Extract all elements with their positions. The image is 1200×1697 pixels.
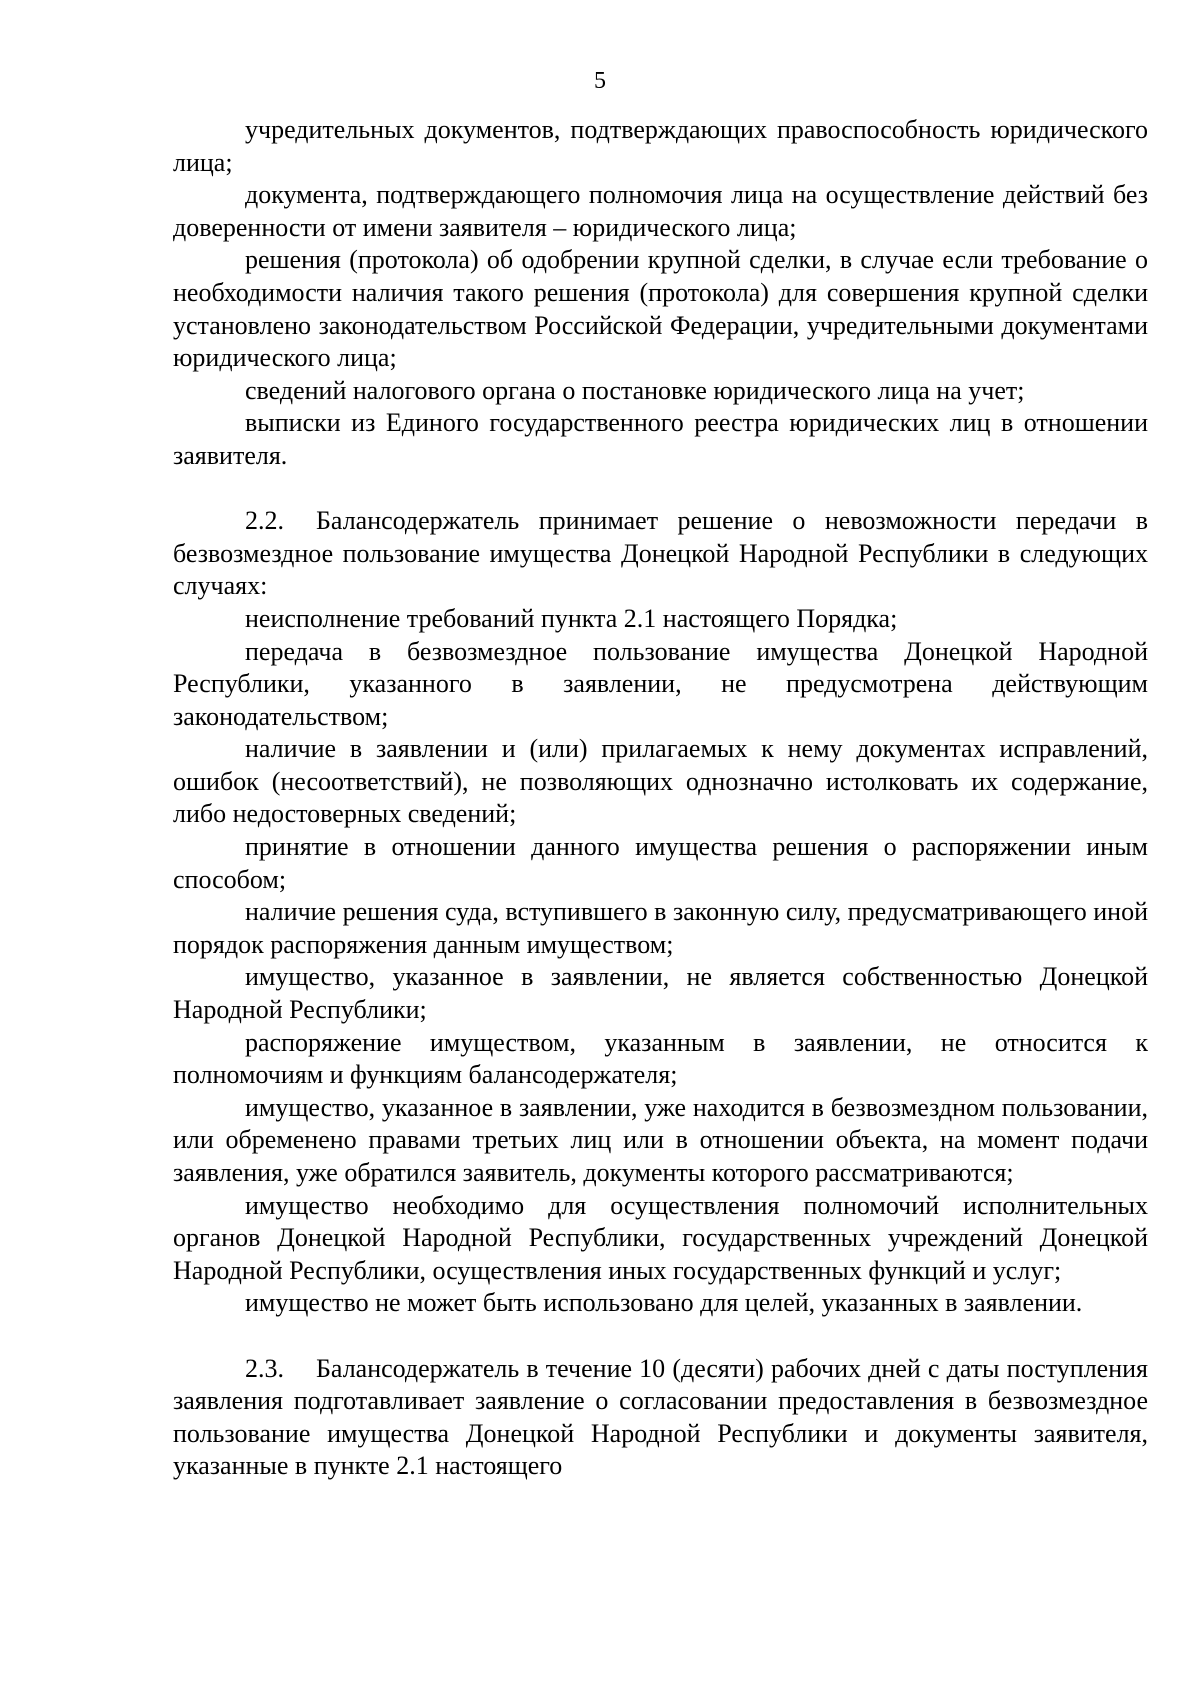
paragraph-reason-already-used: имущество, указанное в заявлении, уже находится в безвозмездном пользовании, или обременено правами третьих лиц или в отношении объекта, на момент подачи заявления, уже обратился заявитель, документы которого рассматриваются; — [173, 1092, 1148, 1187]
clause-number: 2.2. — [245, 506, 284, 536]
page-number: 5 — [594, 68, 606, 94]
section-spacer — [173, 1320, 1148, 1353]
paragraph-founding-documents: учредительных документов, подтверждающих правоспособность юридического лица; — [173, 115, 1148, 177]
paragraph-reason-not-provided-by-law: передача в безвозмездное пользование имущества Донецкой Народной Республики, указанного в заявлении, не предусмотрена действующим законодательством; — [173, 636, 1148, 731]
paragraph-reason-court-decision: наличие решения суда, вступившего в законную силу, предусматривающего иной порядок распоряжения данным имуществом; — [173, 897, 1148, 959]
paragraph-reason-unusable: имущество не может быть использовано для целей, указанных в заявлении. — [245, 1288, 1083, 1318]
document-body — [173, 114, 1148, 1483]
paragraph-reason-requirements: неисполнение требований пункта 2.1 настоящего Порядка; — [245, 603, 898, 633]
paragraph-reason-not-property: имущество, указанное в заявлении, не является собственностью Донецкой Народной Республики; — [173, 962, 1148, 1025]
paragraph-tax-registration: сведений налогового органа о постановке юридического лица на учет; — [245, 375, 1025, 405]
section-spacer — [173, 473, 1148, 506]
paragraph-reason-errors: наличие в заявлении и (или) прилагаемых к нему документах исправлений, ошибок (несоответствий), не позволяющих однозначно истолковать их содержание, либо недостоверных сведений; — [173, 734, 1148, 829]
clause-2-2 — [173, 505, 1148, 603]
paragraph-reason-other-disposal: принятие в отношении данного имущества решения о распоряжении иным способом; — [173, 832, 1148, 894]
paragraph-registry-extract: выписки из Единого государственного реестра юридических лиц в отношении заявителя. — [173, 408, 1148, 470]
clause-text: Балансодержатель в течение 10 (десяти) рабочих дней с даты поступления заявления подготавливает заявление о согласовании предоставления в безвозмездное пользование имущества Донецкой Народной Республики и документы заявителя, указанные в пункте 2.1 настоящего — [173, 1353, 1148, 1481]
paragraph-major-deal-decision: решения (протокола) об одобрении крупной сделки, в случае если требование о необходимости наличия такого решения (протокола) для совершения крупной сделки установлено законодательством Российской Федерации, учредительными документами юридического лица; — [173, 245, 1148, 373]
clause-number: 2.3. — [245, 1353, 284, 1383]
paragraph-reason-not-authority: распоряжение имуществом, указанным в заявлении, не относится к полномочиям и функциям балансодержателя; — [173, 1027, 1148, 1090]
paragraph-authority-document: документа, подтверждающего полномочия лица на осуществление действий без доверенности от имени заявителя – юридического лица; — [173, 180, 1148, 242]
clause-text: Балансодержатель принимает решение о невозможности передачи в безвозмездное пользование имущества Донецкой Народной Республики в следующих случаях: — [173, 506, 1148, 601]
clause-2-3 — [173, 1353, 1148, 1483]
paragraph-reason-needed-for-state: имущество необходимо для осуществления полномочий исполнительных органов Донецкой Народной Республики, государственных учреждений Донецкой Народной Республики, осуществления иных государственных функций и услуг; — [173, 1190, 1148, 1285]
